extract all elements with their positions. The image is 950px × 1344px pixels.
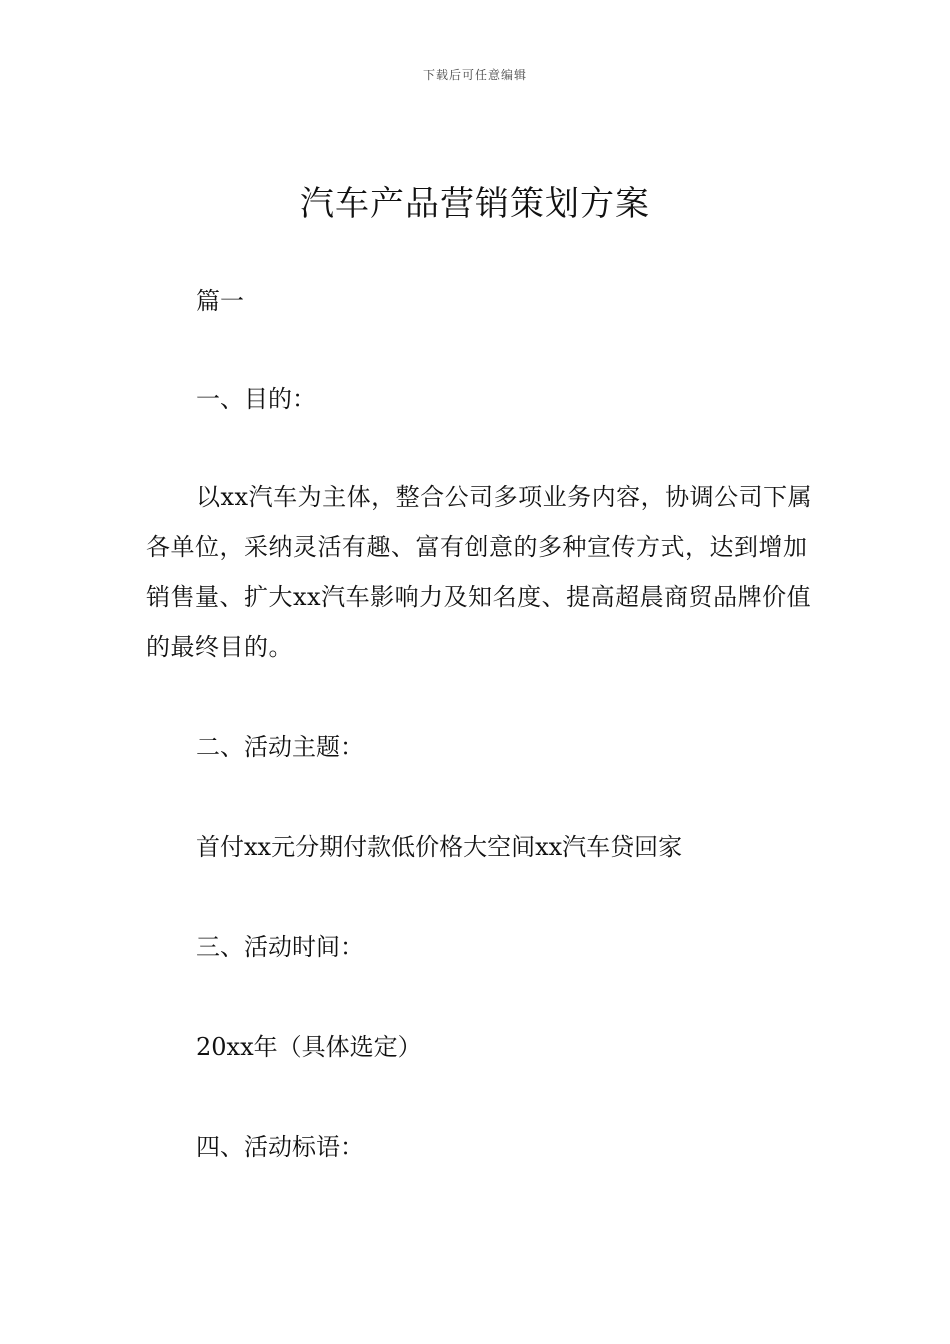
section-2-body: 首付xx元分期付款低价格大空间xx汽车贷回家 [196, 833, 683, 861]
part-label: 篇一 [196, 287, 244, 315]
section-3-heading: 三、活动时间： [196, 933, 364, 961]
section-1-body: 以xx汽车为主体，整合公司多项业务内容，协调公司下属各单位，采纳灵活有趣、富有创意的多种宣传方式，达到增加销售量、扩大xx汽车影响力及知名度、提高超晨商贸品牌价值的最终目的。 [146, 483, 813, 661]
section-1-heading: 一、目的： [196, 385, 316, 413]
section-4-heading: 四、活动标语： [196, 1133, 364, 1161]
section-2-heading: 二、活动主题： [196, 733, 364, 761]
header-note: 下载后可任意编辑 [422, 68, 527, 82]
section-3-body: 20xx年（具体选定） [196, 1033, 422, 1061]
document-title: 汽车产品营销策划方案 [300, 184, 650, 224]
